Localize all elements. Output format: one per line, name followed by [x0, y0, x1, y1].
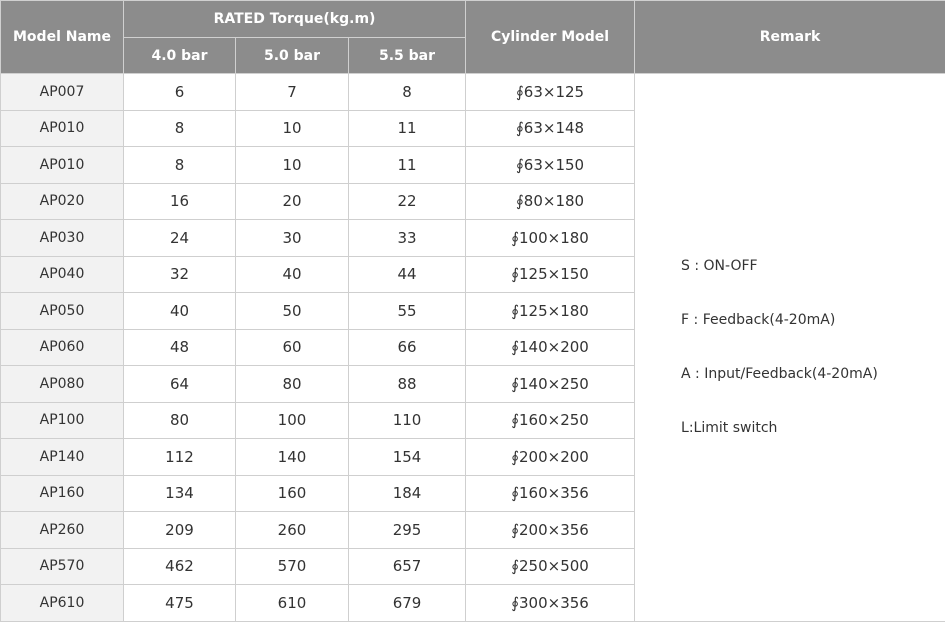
- torque-4-0-cell: 8: [124, 110, 236, 147]
- torque-4-0-cell: 48: [124, 329, 236, 366]
- table-row: [1, 74, 945, 111]
- torque-5-5-cell: 679: [349, 585, 466, 622]
- torque-5-0-cell: 100: [236, 402, 349, 439]
- torque-5-5-cell: 88: [349, 366, 466, 403]
- model-name-cell: AP140: [1, 439, 124, 476]
- cylinder-model-cell: ∮63×148: [466, 110, 635, 147]
- torque-4-0-cell: 112: [124, 439, 236, 476]
- cylinder-model-cell: ∮63×125: [466, 74, 635, 111]
- model-name-cell: AP610: [1, 585, 124, 622]
- torque-5-5-cell: 33: [349, 220, 466, 257]
- torque-5-0-cell: 10: [236, 110, 349, 147]
- cylinder-model-cell: ∮200×356: [466, 512, 635, 549]
- torque-5-5-cell: 295: [349, 512, 466, 549]
- torque-5-5-cell: 22: [349, 183, 466, 220]
- torque-4-0-cell: 24: [124, 220, 236, 257]
- torque-5-5-cell: 657: [349, 548, 466, 585]
- cylinder-model-cell: ∮140×250: [466, 366, 635, 403]
- torque-5-0-cell: 10: [236, 147, 349, 184]
- remark-line: S : ON-OFF: [681, 258, 758, 275]
- torque-4-0-cell: 209: [124, 512, 236, 549]
- header-pressure-5-5: 5.5 bar: [349, 38, 466, 74]
- header-pressure-5-0: 5.0 bar: [236, 38, 349, 74]
- header-pressure-4-0: 4.0 bar: [124, 38, 236, 74]
- torque-5-5-cell: 110: [349, 402, 466, 439]
- torque-4-0-cell: 16: [124, 183, 236, 220]
- torque-5-0-cell: 40: [236, 256, 349, 293]
- header-model-name: Model Name: [1, 1, 124, 74]
- torque-4-0-cell: 475: [124, 585, 236, 622]
- torque-5-0-cell: 20: [236, 183, 349, 220]
- header-rated-torque: RATED Torque(kg.m): [124, 1, 466, 38]
- remark-line: F : Feedback(4-20mA): [681, 312, 836, 329]
- torque-4-0-cell: 462: [124, 548, 236, 585]
- torque-4-0-cell: 6: [124, 74, 236, 111]
- torque-5-0-cell: 80: [236, 366, 349, 403]
- model-name-cell: AP080: [1, 366, 124, 403]
- header-row-1: [1, 1, 945, 38]
- cylinder-model-cell: ∮80×180: [466, 183, 635, 220]
- cylinder-model-cell: ∮125×150: [466, 256, 635, 293]
- model-name-cell: AP020: [1, 183, 124, 220]
- cylinder-model-cell: ∮100×180: [466, 220, 635, 257]
- header-remark: Remark: [635, 1, 945, 74]
- torque-5-0-cell: 140: [236, 439, 349, 476]
- torque-5-0-cell: 260: [236, 512, 349, 549]
- cylinder-model-cell: ∮63×150: [466, 147, 635, 184]
- torque-4-0-cell: 64: [124, 366, 236, 403]
- cylinder-model-cell: ∮160×250: [466, 402, 635, 439]
- cylinder-model-cell: ∮125×180: [466, 293, 635, 330]
- torque-5-0-cell: 60: [236, 329, 349, 366]
- model-name-cell: AP100: [1, 402, 124, 439]
- model-name-cell: AP040: [1, 256, 124, 293]
- torque-5-0-cell: 610: [236, 585, 349, 622]
- remark-line: A : Input/Feedback(4-20mA): [681, 366, 878, 383]
- torque-5-5-cell: 66: [349, 329, 466, 366]
- model-name-cell: AP060: [1, 329, 124, 366]
- torque-4-0-cell: 80: [124, 402, 236, 439]
- model-name-cell: AP570: [1, 548, 124, 585]
- cylinder-model-cell: ∮300×356: [466, 585, 635, 622]
- torque-5-5-cell: 55: [349, 293, 466, 330]
- torque-5-0-cell: 30: [236, 220, 349, 257]
- torque-5-5-cell: 154: [349, 439, 466, 476]
- cylinder-model-cell: ∮140×200: [466, 329, 635, 366]
- torque-5-0-cell: 7: [236, 74, 349, 111]
- torque-4-0-cell: 8: [124, 147, 236, 184]
- torque-4-0-cell: 134: [124, 475, 236, 512]
- torque-5-0-cell: 50: [236, 293, 349, 330]
- torque-5-5-cell: 44: [349, 256, 466, 293]
- model-name-cell: AP010: [1, 110, 124, 147]
- cylinder-model-cell: ∮250×500: [466, 548, 635, 585]
- model-name-cell: AP007: [1, 74, 124, 111]
- torque-5-5-cell: 8: [349, 74, 466, 111]
- torque-5-0-cell: 570: [236, 548, 349, 585]
- model-name-cell: AP010: [1, 147, 124, 184]
- model-name-cell: AP050: [1, 293, 124, 330]
- torque-4-0-cell: 32: [124, 256, 236, 293]
- torque-5-5-cell: 184: [349, 475, 466, 512]
- model-name-cell: AP160: [1, 475, 124, 512]
- model-name-cell: AP260: [1, 512, 124, 549]
- torque-4-0-cell: 40: [124, 293, 236, 330]
- torque-5-5-cell: 11: [349, 110, 466, 147]
- cylinder-model-cell: ∮160×356: [466, 475, 635, 512]
- cylinder-model-cell: ∮200×200: [466, 439, 635, 476]
- torque-5-0-cell: 160: [236, 475, 349, 512]
- header-cylinder-model: Cylinder Model: [466, 1, 635, 74]
- model-name-cell: AP030: [1, 220, 124, 257]
- remark-line: L:Limit switch: [681, 420, 778, 437]
- remark-cell: [635, 74, 945, 622]
- torque-5-5-cell: 11: [349, 147, 466, 184]
- table-body: [1, 74, 945, 622]
